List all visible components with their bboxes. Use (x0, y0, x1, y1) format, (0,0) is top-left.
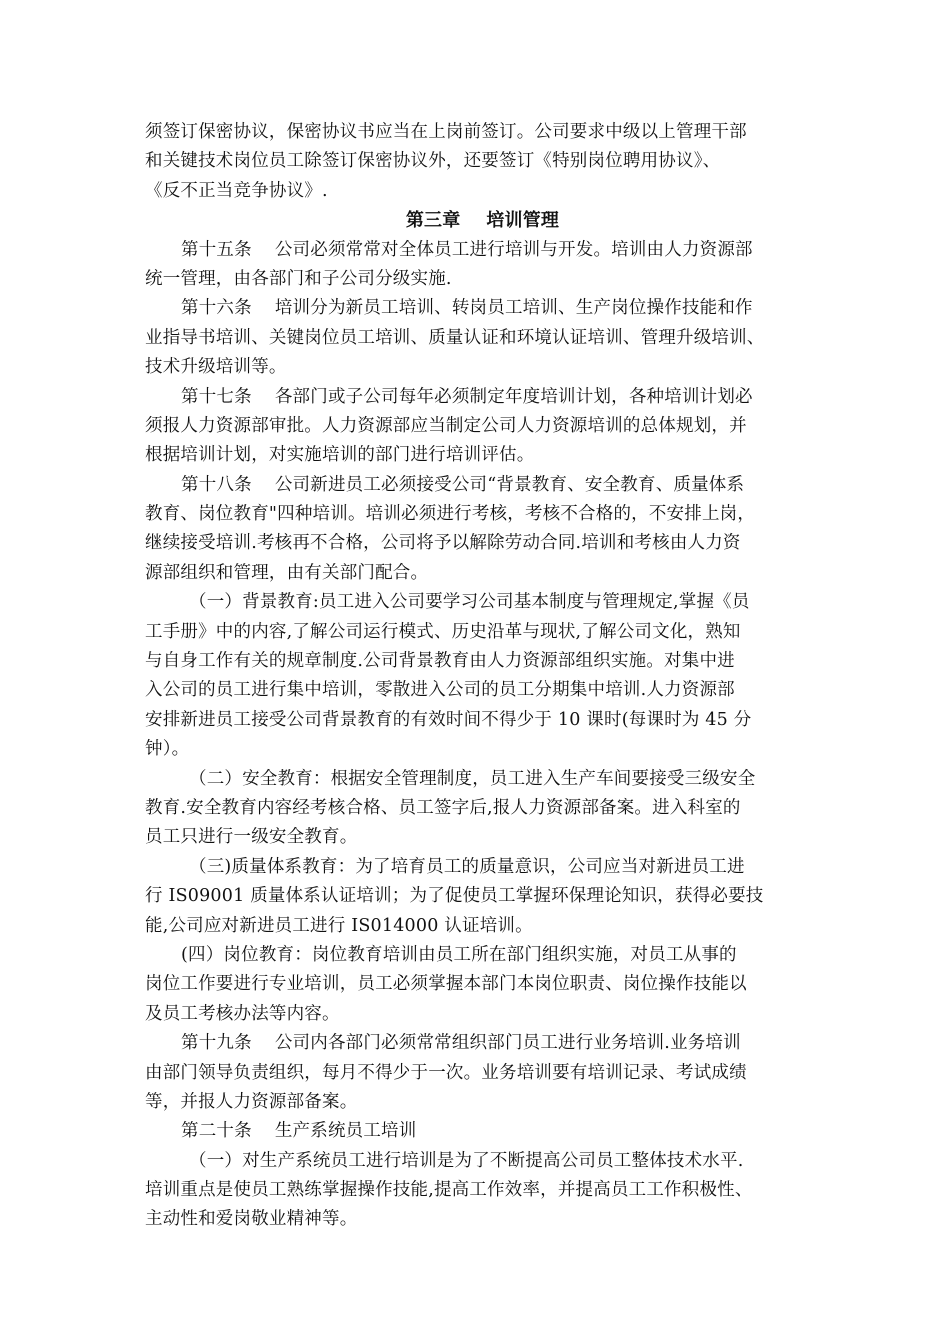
text-line: 和关键技术岗位员工除签订保密协议外，还要签订《特别岗位聘用协议》、 (145, 151, 721, 172)
text-line: 业指导书培训、关键岗位员工培训、质量认证和环境认证培训、管理升级培训、 (145, 327, 765, 348)
text-line: （一）对生产系统员工进行培训是为了不断提高公司员工整体技术水平. (189, 1150, 744, 1171)
text-line: 第十五条 公司必须常常对全体员工进行培训与开发。培训由人力资源部 (181, 239, 753, 260)
text-line: 员工只进行一级安全教育。 (145, 827, 358, 848)
text-line: 根据培训计划，对实施培训的部门进行培训评估。 (145, 445, 535, 466)
text-line: 由部门领导负责组织，每月不得少于一次。业务培训要有培训记录、考试成绩 (145, 1062, 747, 1083)
text-line: 须签订保密协议，保密协议书应当在上岗前签订。公司要求中级以上管理干部 (145, 122, 747, 142)
text-line: 教育、岗位教育"四种培训。培训必须进行考核，考核不合格的，不安排上岗， (145, 504, 756, 525)
text-line: 及员工考核办法等内容。 (145, 1003, 340, 1024)
article-16 (145, 294, 820, 382)
chapter-heading: 第三章 培训管理 (405, 210, 560, 232)
item-post-education (145, 941, 820, 1029)
text-line: 第二十条 生产系统员工培训 (181, 1121, 417, 1142)
text-line: 统一管理，由各部门和子公司分级实施. (145, 268, 452, 289)
text-line: 源部组织和管理，由有关部门配合。 (145, 562, 429, 583)
article-17 (145, 383, 820, 471)
text-line: 行 IS09001 质量体系认证培训；为了促使员工掌握环保理论知识，获得必要技 (145, 886, 764, 907)
text-line: 教育.安全教育内容经考核合格、员工签字后,报人力资源部备案。进入科室的 (145, 797, 741, 818)
paragraph-confidentiality (145, 118, 820, 206)
item-quality-education (145, 853, 820, 941)
text-line: （二）安全教育：根据安全管理制度，员工进入生产车间要接受三级安全 (189, 768, 756, 789)
text-line: 钟）。 (145, 739, 190, 760)
article-20 (145, 1117, 820, 1146)
text-line: 第十七条 各部门或子公司每年必须制定年度培训计划，各种培训计划必 (181, 386, 753, 407)
text-line: 第十八条 公司新进员工必须接受公司“背景教育、安全教育、质量体系 (181, 474, 745, 495)
article-19 (145, 1029, 820, 1117)
text-line: 安排新进员工接受公司背景教育的有效时间不得少于 10 课时(每课时为 45 分 (145, 709, 752, 730)
article-18 (145, 471, 820, 589)
item-safety-education (145, 765, 820, 853)
text-line: 第十九条 公司内各部门必须常常组织部门员工进行业务培训.业务培训 (181, 1033, 741, 1054)
text-line: 培训重点是使员工熟练掌握操作技能,提高工作效率，并提高员工工作积极性、 (145, 1180, 753, 1201)
item-background-education (145, 588, 820, 764)
document-page (145, 118, 820, 1235)
text-line: 继续接受培训.考核再不合格，公司将予以解除劳动合同.培训和考核由人力资 (145, 533, 741, 554)
article-15 (145, 236, 820, 295)
text-line: 须报人力资源部审批。人力资源部应当制定公司人力资源培训的总体规划，并 (145, 415, 747, 436)
text-line: （三)质量体系教育：为了培育员工的质量意识，公司应当对新进员工进 (189, 856, 745, 877)
text-line: 等，并报人力资源部备案。 (145, 1091, 358, 1112)
text-line: 能,公司应对新进员工进行 IS014000 认证培训。 (145, 915, 533, 936)
item-production-training (145, 1147, 820, 1235)
text-line: 技术升级培训等。 (145, 357, 287, 378)
text-line: 第十六条 培训分为新员工培训、转岗员工培训、生产岗位操作技能和作 (181, 298, 753, 319)
text-line: 主动性和爱岗敬业精神等。 (145, 1209, 358, 1230)
text-line: 与自身工作有关的规章制度.公司背景教育由人力资源部组织实施。对集中进 (145, 651, 735, 672)
text-line: 工手册》中的内容,了解公司运行模式、历史沿革与现状,了解公司文化，熟知 (145, 621, 741, 642)
text-line: 《反不正当竞争协议》. (145, 180, 328, 201)
text-line: 岗位工作要进行专业培训，员工必须掌握本部门本岗位职责、岗位操作技能以 (145, 974, 747, 995)
text-line: 入公司的员工进行集中培训，零散进入公司的员工分期集中培训.人力资源部 (145, 680, 735, 701)
text-line: (四）岗位教育：岗位教育培训由员工所在部门组织实施，对员工从事的 (181, 944, 737, 965)
text-line: （一）背景教育:员工进入公司要学习公司基本制度与管理规定,掌握《员 (189, 592, 750, 613)
